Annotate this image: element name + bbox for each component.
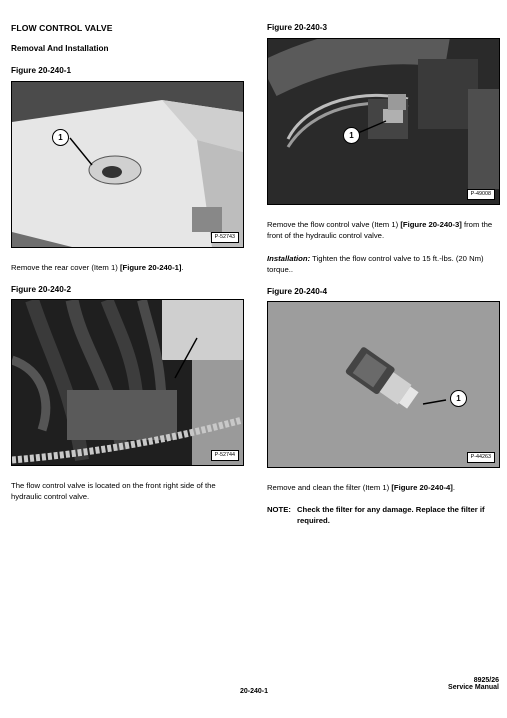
instruction-4-text: Remove and clean the filter (Item 1) (267, 483, 392, 492)
figure-3-photo-code: P-49008 (467, 189, 495, 200)
instruction-remove-rear-cover (11, 262, 243, 273)
instruction-3-figure-ref: [Figure 20-240-3] (400, 220, 462, 229)
figure-4-photo-code: P-44263 (467, 452, 495, 463)
instruction-clean-filter (267, 482, 499, 493)
instruction-remove-flow-control-valve (267, 219, 499, 241)
figure-4-photo (267, 301, 500, 468)
figure-1-label: Figure 20-240-1 (11, 66, 72, 75)
instruction-1-text: Remove the rear cover (Item 1) (11, 263, 120, 272)
subsection-title: Removal And Installation (11, 44, 109, 53)
section-title: FLOW CONTROL VALVE (11, 23, 113, 33)
footer-doc-info (448, 677, 499, 691)
footer-doc-name: Service Manual (448, 684, 499, 691)
footer-doc-number: 8925/26 (473, 677, 499, 684)
installation-label: Installation: (267, 254, 311, 263)
figure-3-callout: 1 (343, 127, 360, 144)
figure-3-label: Figure 20-240-3 (267, 23, 328, 32)
figure-2-photo (11, 299, 244, 466)
instruction-1-end: . (181, 263, 184, 272)
instruction-1-figure-ref: [Figure 20-240-1] (119, 263, 182, 272)
figure-1-callout: 1 (52, 129, 69, 146)
figure-1-photo (11, 81, 244, 248)
instruction-4-figure-ref: [Figure 20-240-4] (391, 483, 453, 492)
figure-2-photo-code: P-52744 (211, 450, 239, 461)
filter-note (267, 504, 499, 526)
instruction-4-end: . (452, 483, 456, 492)
figure-1-photo-code: P-52743 (211, 232, 239, 243)
footer-page-number: 20-240-1 (240, 688, 269, 695)
figure-4-label: Figure 20-240-4 (267, 287, 328, 296)
note-text: Check the filter for any damage. Replace the filter if required. (297, 505, 485, 525)
figure-2-label: Figure 20-240-2 (11, 285, 72, 294)
figure-4-callout: 1 (450, 390, 467, 407)
installation-text: Tighten the flow control valve to 15 ft.-lbs. (20 Nm) torque.. (267, 254, 484, 274)
instruction-3-text: Remove the flow control valve (Item 1) (267, 220, 401, 229)
figure-3-photo (267, 38, 500, 205)
note-label: NOTE: (267, 505, 291, 514)
installation-torque-note (267, 253, 499, 275)
instruction-location-note: The flow control valve is located on the front right side of the hydraulic control valve. (11, 481, 216, 501)
instruction-3-end: from the front of the hydraulic control valve. (267, 220, 493, 240)
